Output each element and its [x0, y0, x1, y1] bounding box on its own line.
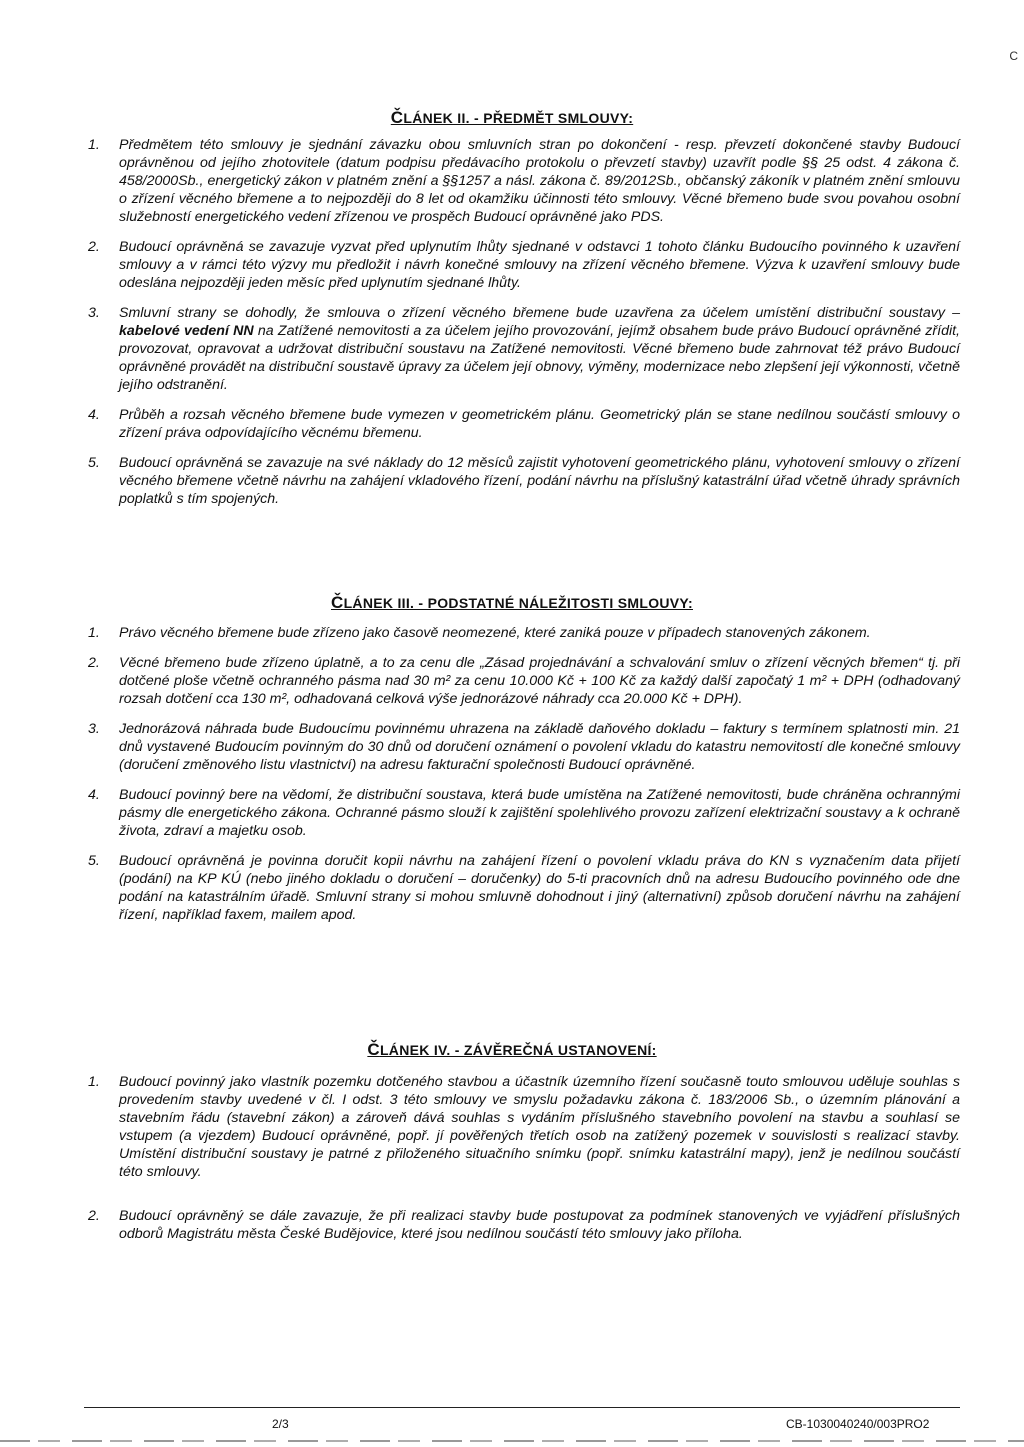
corner-mark: C — [1009, 49, 1018, 63]
list-item: 5. Budoucí oprávněná se zavazuje na své náklady do 12 měsíců zajistit vyhotovení geometrického plánu, vyhotovení smlouvy o zřízení věcného břemene včetně návrhu na zahájení vkladového řízení, podání návrhu na příslušný katastrální úřad včetně úhrady správních poplatků s tím spojených. — [88, 455, 960, 507]
list-item: 4. Budoucí povinný bere na vědomí, že distribuční soustava, která bude umístěna na Zatížené nemovitosti, bude chráněna ochrannými pásmy dle energetického zákona. Ochranné pásmo slouží k zajištění spolehlivého provozu zařízení elektrizační soustavy a k ochraně života, zdraví a majetku osob. — [88, 787, 960, 839]
list-item: 2. Budoucí oprávněná se zavazuje vyzvat před uplynutím lhůty sjednané v odstavci 1 tohoto článku Budoucího povinného k uzavření smlouvy a v rámci této výzvy mu předložit i návrh konečné smlouvy na zřízení věcného břemene. Výzva k uzavření smlouvy bude odeslána nejpozději jeden měsíc před uplynutím sjednané lhůty. — [88, 239, 960, 291]
list-item: 2. Budoucí oprávněný se dále zavazuje, že při realizaci stavby bude postupovat za podmínek stanovených ve vyjádření příslušných odborů Magistrátu města České Budějovice, které jsou nedílnou součástí této smlouvy jako příloha. — [88, 1208, 960, 1242]
article-2-title: ČLÁNEK II. - PŘEDMĚT SMLOUVY: — [390, 108, 634, 127]
list-item: 3. Jednorázová náhrada bude Budoucímu povinnému uhrazena na základě daňového dokladu – faktury s termínem splatnosti min. 21 dnů vystavené Budoucím povinným do 30 dnů od doručení oznámení o povolení vkladu do katastru nemovitostí dle konečné smlouvy (doručení změnového listu vlastnictví) na adresu fakturační společnosti Budoucí oprávněné. — [88, 721, 960, 773]
article-2-list — [88, 136, 960, 520]
article-3-list — [88, 624, 960, 936]
footer-divider — [84, 1407, 960, 1408]
list-item: 2. Věcné břemeno bude zřízeno úplatně, a to za cenu dle „Zásad projednávání a schvalování smluv o zřízení věcných břemen“ tj. při dotčené ploše včetně ochranného pásma nad 30 m² za cenu 10.000 Kč + 100 Kč za každý další započatý 1 m² + DPH (odhadovaný rozsah dotčení cca 130 m², odhadovaná celková výše jednorázové náhrady cca 20.000 Kč + DPH). — [88, 655, 960, 707]
article-3-title: ČLÁNEK III. - PODSTATNÉ NÁLEŽITOSTI SMLOUVY: — [331, 593, 693, 612]
article-4-list — [88, 1073, 960, 1255]
list-item: 1. Právo věcného břemene bude zřízeno jako časově neomezené, které zaniká pouze v případech stanovených zákonem. — [88, 625, 871, 641]
list-item: 4. Průběh a rozsah věcného břemene bude vymezen v geometrickém plánu. Geometrický plán se stane nedílnou součástí smlouvy o zřízení práva odpovídajícího věcnému břemenu. — [88, 407, 960, 441]
bold-term: kabelové vedení NN — [119, 323, 254, 339]
page-number: 2/3 — [272, 1417, 289, 1431]
list-item: 5. Budoucí oprávněná je povinna doručit kopii návrhu na zahájení řízení o povolení vkladu práva do KN s vyznačením data přijetí (podání) na KP KÚ (nebo jiného dokladu o doručení – doručenky) do 5-ti pracovních dnů na adresu Budoucího povinného ode dne podání na katastrálním úřadě. Smluvní strany si mohou smluvně dohodnout i jiný (alternativní) způsob doručení návrhu na zahájení řízení, například faxem, mailem apod. — [88, 853, 960, 923]
article-4-title: ČLÁNEK IV. - ZÁVĚREČNÁ USTANOVENÍ: — [367, 1040, 657, 1059]
list-item: 1. Budoucí povinný jako vlastník pozemku dotčeného stavbou a účastník územního řízení současně touto smlouvou uděluje souhlas s provedením stavby uvedené v čl. I odst. 3 této smlouvy ve smyslu požadavku zákona č. 183/2006 Sb., o územním plánování a stavebním řádu (stavební zákon) a zároveň dává souhlas s vydáním příslušného stavebního povolení na stavbu a souhlasí se vstupem (a vjezdem) Budoucí oprávněné, popř. jí pověřených třetích osob na zatížený pozemek v souvislosti s realizací stavby. Umístění distribuční soustavy je patrné z přiloženého situačního snímku (popř. snímku katastrální mapy), jenž je nedílnou součástí této smlouvy. — [88, 1074, 960, 1180]
document-code: CB-1030040240/003PRO2 — [786, 1417, 930, 1431]
list-item: 3. Smluvní strany se dohodly, že smlouva o zřízení věcného břemene bude uzavřena za účelem umístění distribuční soustavy – kabelové vedení NN na Zatížené nemovitosti a za účelem jejího provozování, jejímž obsahem bude právo Budoucí oprávněné zřídit, provozovat, opravovat a udržovat distribuční soustavu na Zatížené nemovitosti. Věcné břemeno bude zahrnovat též právo Budoucí oprávněné provádět na distribuční soustavě úpravy za účelem její obnovy, výměny, modernizace nebo zlepšení její výkonnosti, včetně jejího odstranění. — [88, 305, 960, 393]
list-item: 1. Předmětem této smlouvy je sjednání závazku obou smluvních stran po dokončení - resp. převzetí dokončené stavby Budoucí oprávněnou od jejího zhotovitele (datum podpisu předávacího protokolu o převzetí stavby) uzavřít podle §§ 25 odst. 4 zákona č. 458/2000Sb., energetický zákon v platném znění a §§1257 a násl. zákona č. 89/2012Sb., občanský zákoník v platném znění smlouvu o zřízení věcného břemene a to nejpozději do 8 let od okamžiku účinnosti této smlouvy. Věcné břemeno bude svou povahou osobní služebností energetického vedení zřízenou ve prospěch Budoucí oprávněné jako PDS. — [88, 137, 960, 225]
scan-edge — [0, 1440, 1024, 1442]
